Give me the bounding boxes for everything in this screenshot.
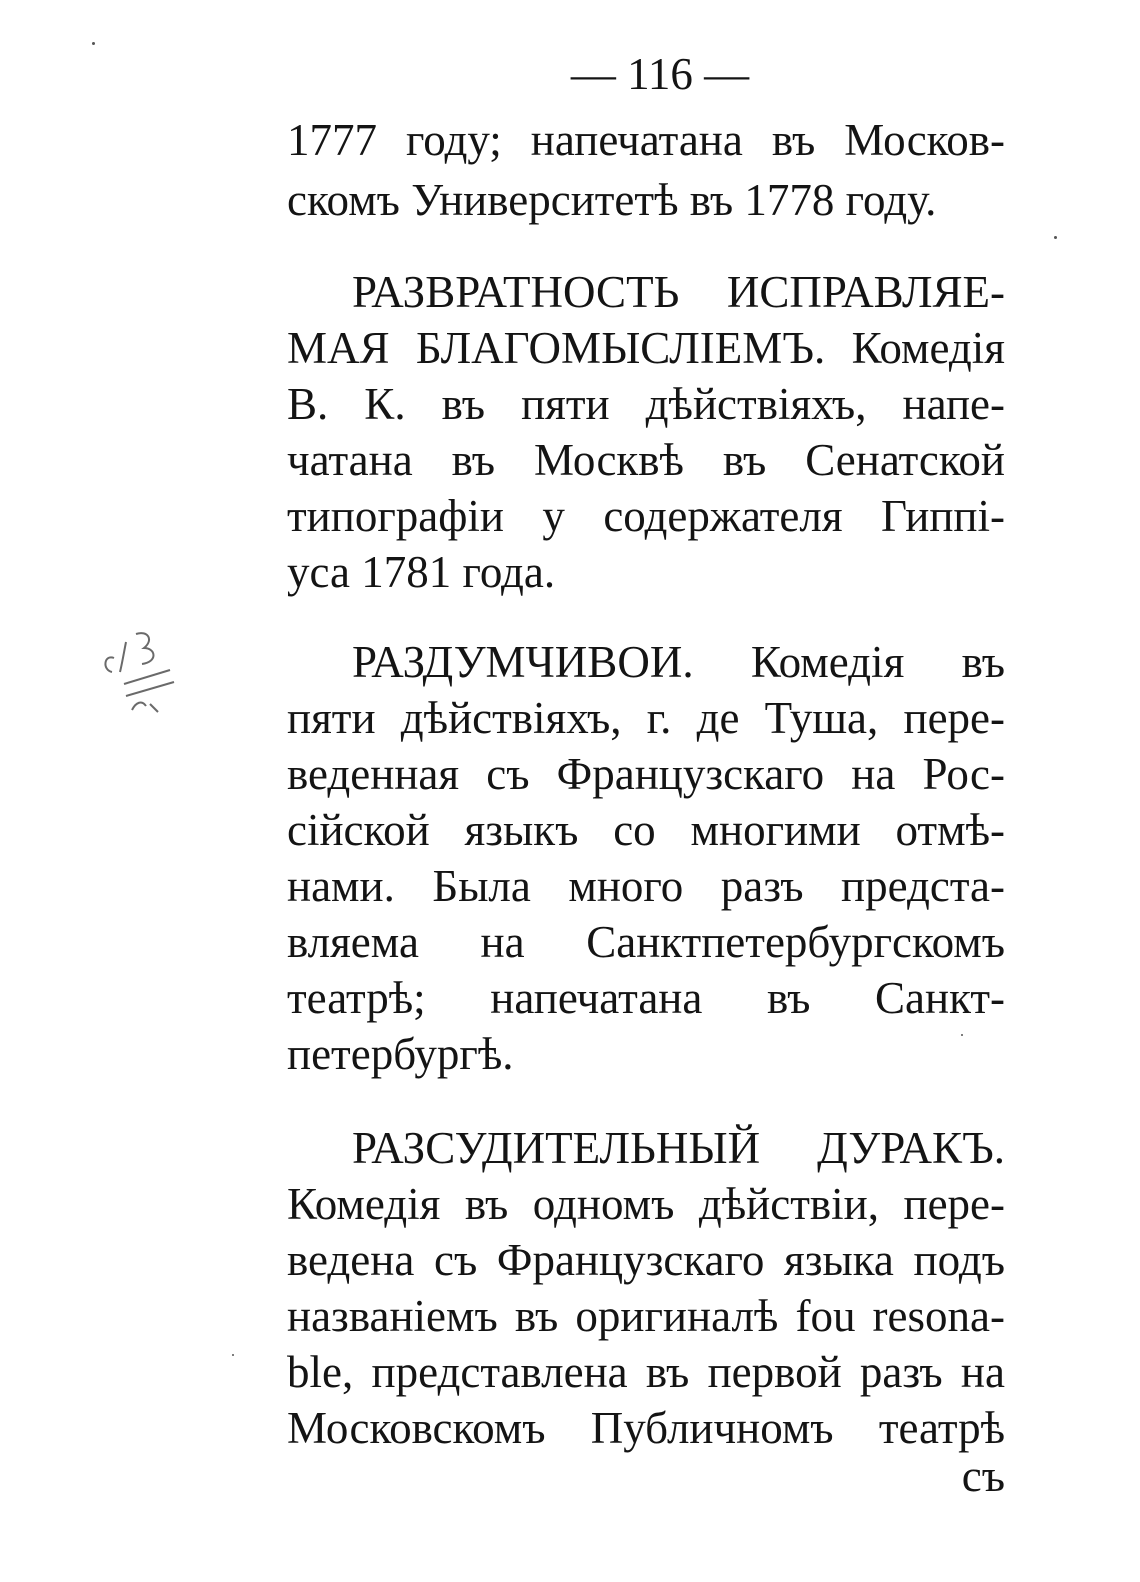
text-line: Московскомъ Публичномъ театрѣ (287, 1403, 1005, 1453)
text-line: типографіи у содержателя Гиппі- (287, 491, 1005, 541)
text-line: театрѣ; напечатана въ Санкт- (287, 973, 1005, 1023)
text-line: сійской языкъ со многими отмѣ- (287, 805, 1005, 855)
text-line: веденная съ Французскаго на Рос- (287, 749, 1005, 799)
text-line: В. К. въ пяти дѣйствіяхъ, напе- (287, 379, 1005, 429)
text-line: чатана въ Москвѣ въ Сенатской (287, 435, 1005, 485)
entry-heading: РАЗВРАТНОСТЬ ИСПРАВЛЯЕ- (352, 267, 1005, 317)
text-line: МАЯ БЛАГОМЫСЛІЕМЪ. Комедія (287, 323, 1005, 373)
text-line: петербургѣ. (287, 1029, 514, 1079)
catchword: съ (961, 1451, 1005, 1501)
handwritten-margin-mark (96, 612, 186, 722)
text-line: скомъ Университетѣ въ 1778 году. (287, 175, 937, 225)
entry-heading: РАЗСУДИТЕЛЬНЫЙ ДУРАКЪ. (352, 1123, 1005, 1173)
scan-speck (961, 1034, 963, 1036)
scan-speck (92, 42, 95, 45)
text-line: пяти дѣйствіяхъ, г. де Туша, пере- (287, 693, 1005, 743)
text-line: уса 1781 года. (287, 547, 556, 597)
entry-heading: РАЗДУМЧИВОИ. Комедія въ (352, 637, 1005, 687)
text-line: ble, представлена въ первой разъ на (287, 1347, 1005, 1397)
page-number: — 116 — (570, 49, 750, 99)
text-line: вляема на Санктпетербургскомъ (287, 917, 1005, 967)
text-line: названіемъ въ оригиналѣ fou resona- (287, 1291, 1005, 1341)
scan-speck (232, 1354, 234, 1356)
scan-speck (1054, 236, 1057, 239)
text-line: 1777 году; напечатана въ Москов- (287, 115, 1005, 165)
text-line: ведена съ Французскаго языка подъ (287, 1235, 1005, 1285)
text-line: Комедія въ одномъ дѣйствіи, пере- (287, 1179, 1005, 1229)
text-line: нами. Была много разъ предста- (287, 861, 1005, 911)
